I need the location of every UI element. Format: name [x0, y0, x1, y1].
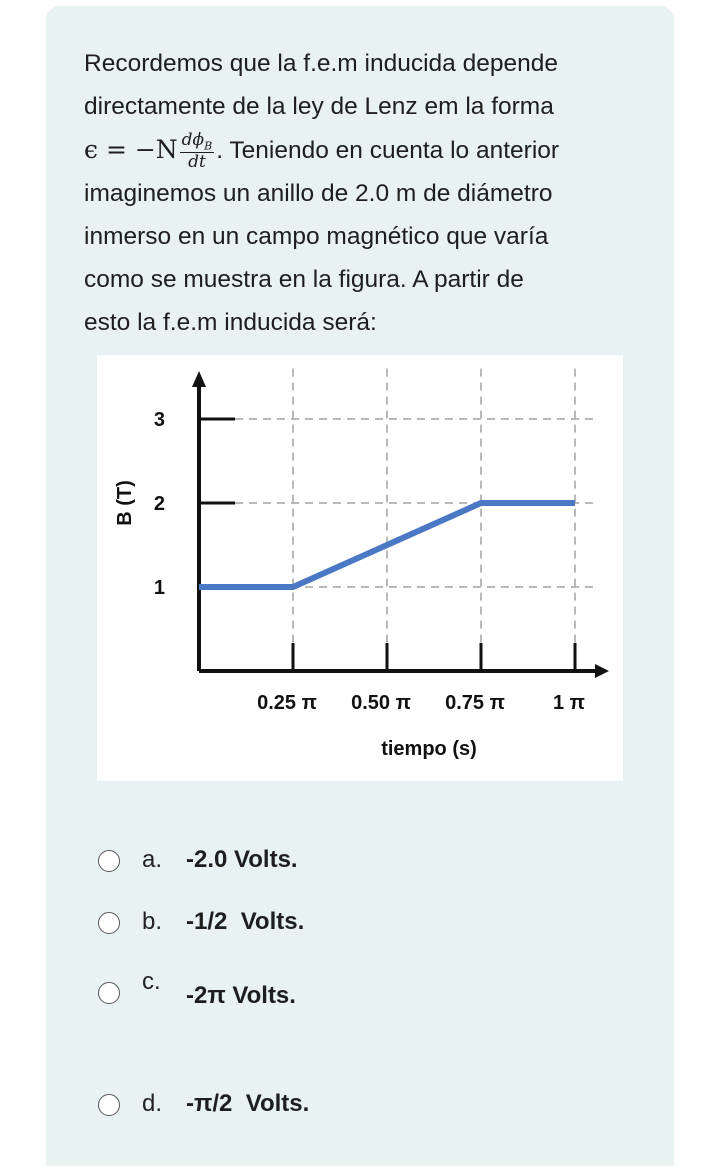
question-equation-line: [84, 128, 644, 172]
equation-numerator: [180, 131, 215, 153]
question-line-1: Recordemos que la f.e.m inducida depende: [84, 50, 558, 77]
option-b[interactable]: [98, 904, 598, 944]
chart-grid: [235, 369, 594, 653]
y-tick-label-2: 3: [153, 409, 165, 431]
option-text: -π/2 Volts.: [186, 1090, 310, 1117]
question-line-5: inmerso en un campo magnético que varía: [84, 223, 549, 251]
option-d[interactable]: [98, 1086, 598, 1126]
equation-numerator-text: dϕ: [181, 129, 205, 150]
question-line-4: imaginemos un anillo de 2.0 m de diámetro: [84, 180, 553, 208]
x-tick-label-0: 0.25 π: [257, 692, 317, 714]
question-line-6: como se muestra en la figura. A partir de: [84, 266, 524, 294]
y-axis-title: B (T): [114, 480, 136, 526]
radio-button[interactable]: [98, 850, 120, 872]
equation-lhs: ϵ = −N: [84, 135, 178, 164]
radio-button[interactable]: [98, 982, 120, 1004]
option-letter: b.: [142, 908, 163, 935]
option-a[interactable]: [98, 842, 598, 882]
x-tick-label-1: 0.50 π: [351, 692, 411, 714]
radio-button[interactable]: [98, 912, 120, 934]
equation-fraction: [180, 131, 215, 172]
x-tick-label-2: 0.75 π: [445, 692, 505, 714]
y-tick-label-0: 1: [153, 577, 165, 599]
magnetic-field-chart: [97, 355, 623, 781]
x-axis-title: tiempo (s): [381, 738, 477, 760]
option-text: -2π Volts.: [186, 982, 296, 1009]
x-tick-label-3: 1 π: [553, 692, 585, 714]
equation-tail: . Teniendo en cuenta lo anterior: [216, 137, 560, 164]
chart-labels: [114, 409, 585, 760]
option-letter: a.: [142, 846, 163, 873]
option-text: -2.0 Volts.: [186, 846, 298, 873]
chart-axes: [192, 371, 609, 678]
x-axis-arrow: [595, 664, 609, 678]
option-letter: d.: [142, 1090, 163, 1117]
question-line-7: esto la f.e.m inducida será:: [84, 309, 377, 337]
question-text: [84, 42, 644, 344]
chart-svg: [97, 355, 623, 781]
y-axis-arrow: [192, 371, 206, 387]
radio-button[interactable]: [98, 1094, 120, 1116]
option-c[interactable]: [98, 968, 598, 1014]
y-tick-label-1: 2: [153, 493, 165, 515]
option-letter: c.: [142, 968, 161, 995]
equation-subscript: B: [204, 139, 213, 153]
option-text: -1/2 Volts.: [186, 908, 305, 935]
question-line-2: directamente de la ley de Lenz em la forma: [84, 93, 554, 120]
equation-denominator: dt: [188, 152, 206, 173]
